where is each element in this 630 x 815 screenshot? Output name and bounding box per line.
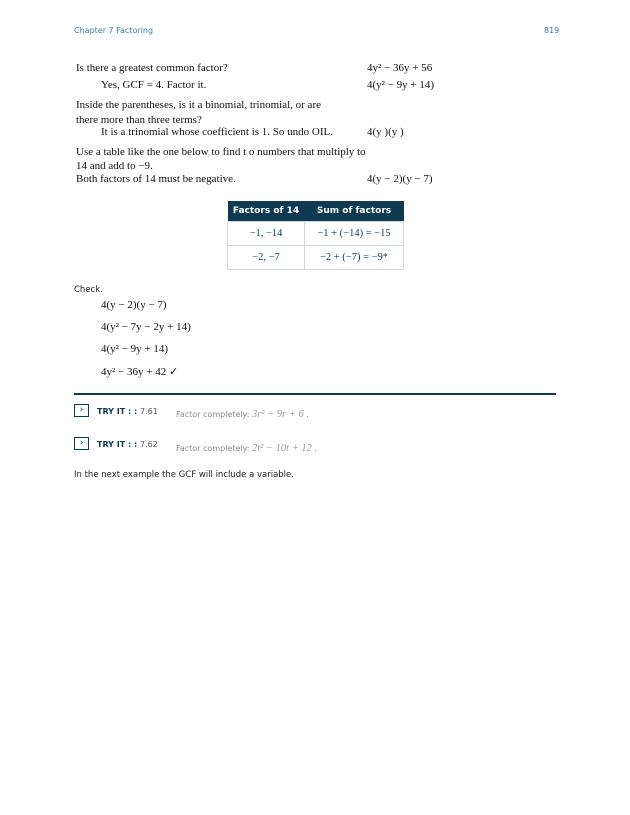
step-1-text: Is there a greatest common factor?: [76, 62, 228, 74]
try-it-prompt: [176, 443, 317, 454]
table-header-sum: Sum of factors: [305, 201, 404, 222]
try-it-prompt-text: Factor completely:: [176, 444, 250, 453]
try-it-expression: 2t² − 10t + 12 .: [252, 443, 318, 454]
chapter-title: Chapter 7 Factoring: [74, 26, 154, 35]
page-number: 819: [544, 26, 560, 35]
step-4-math: 4(y )(y ): [367, 126, 404, 138]
step-1-math: 4y² − 36y + 56: [367, 62, 433, 74]
step-6-text: Both factors of 14 must be negative.: [76, 173, 236, 185]
try-it-number: 7.62: [139, 440, 158, 449]
step-6-math: 4(y − 2)(y − 7): [367, 173, 433, 185]
step-3-text-line2: there more than three terms?: [76, 114, 202, 126]
table-cell: −2 + (−7) = −9*: [305, 246, 404, 270]
try-it-prompt: [176, 409, 309, 420]
table-header-factors: Factors of 14: [228, 201, 305, 222]
step-5-text-line1: Use a table like the one below to find t o numbers that multiply to: [76, 146, 366, 158]
closing-text: In the next example the GCF will include a variable.: [74, 470, 294, 480]
try-it-label-text: TRY IT : :: [97, 440, 138, 449]
check-line-2: 4(y² − 7y − 2y + 14): [101, 321, 191, 333]
try-it-prompt-text: Factor completely:: [176, 410, 250, 419]
step-2-math: 4(y² − 9y + 14): [367, 79, 435, 91]
try-it-label-text: TRY IT : :: [97, 407, 138, 416]
check-line-3: 4(y² − 9y + 14): [101, 343, 169, 355]
check-line-4: 4y² − 36y + 42 ✓: [101, 366, 179, 378]
table-cell: −1, −14: [228, 222, 305, 246]
factors-table: [227, 201, 404, 270]
chevron-right-icon[interactable]: ›: [74, 404, 89, 417]
chevron-right-icon[interactable]: ›: [74, 437, 89, 450]
step-5-text-line2: 14 and add to −9.: [76, 160, 153, 172]
section-divider: [74, 393, 556, 395]
try-it-label: [97, 440, 158, 449]
check-label: Check.: [74, 285, 103, 295]
try-it-label: [97, 407, 158, 416]
table-row: [228, 246, 404, 270]
step-4-text: It is a trinomial whose coefficient is 1. So undo OIL.: [101, 126, 333, 138]
check-line-1: 4(y − 2)(y − 7): [101, 299, 167, 311]
table-row: [228, 222, 404, 246]
table-cell: −1 + (−14) = −15: [305, 222, 404, 246]
try-it-number: 7.61: [139, 407, 158, 416]
table-cell: −2, −7: [228, 246, 305, 270]
try-it-expression: 3r² − 9r + 6 .: [252, 409, 310, 420]
step-3-text-line1: Inside the parentheses, is it a binomial, trinomial, or are: [76, 99, 321, 111]
step-2-text: Yes, GCF = 4. Factor it.: [101, 79, 207, 91]
